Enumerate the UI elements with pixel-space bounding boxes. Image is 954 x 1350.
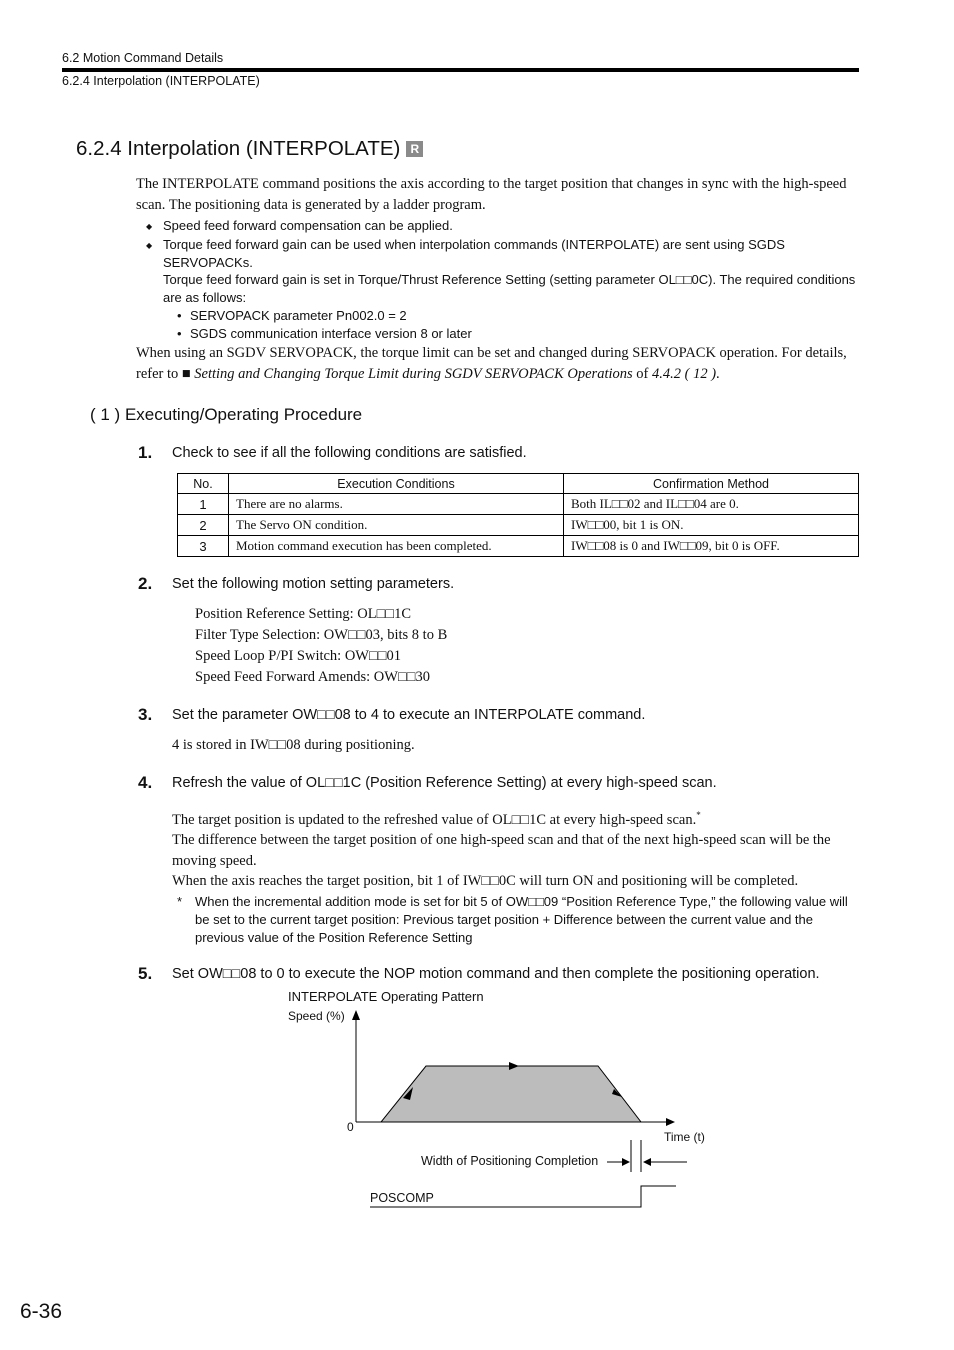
r-badge-icon: R [406, 141, 423, 157]
bullet-icon: ◆ [146, 222, 153, 231]
ref-of: of [632, 365, 652, 382]
bullet-1: Speed feed forward compensation can be applied. [163, 218, 453, 233]
left-arrow-icon [643, 1158, 651, 1166]
y-axis-arrow-icon [352, 1010, 360, 1020]
header-subsection: 6.2.4 Interpolation (INTERPOLATE) [62, 74, 260, 88]
position-area [381, 1066, 641, 1122]
bullet-2-detail: Torque feed forward gain is set in Torque/Thrust Reference Setting (setting parameter OL□□0C). The required conditions are as follows: [163, 272, 856, 305]
diagram-title: INTERPOLATE Operating Pattern [288, 989, 484, 1004]
step-5-number: 5. [138, 964, 153, 983]
header-no: No. [178, 474, 229, 494]
param-item: Speed Loop P/PI Switch: OW□□01 [195, 648, 402, 664]
header-confirmation: Confirmation Method [564, 474, 859, 494]
ref-number: 4.4.2 ( 12 ) [652, 365, 717, 382]
step-5-text: Set OW□□08 to 0 to execute the NOP motion command and then complete the positioning operation. [172, 966, 820, 982]
ref-title: Setting and Changing Torque Limit during SGDV SERVOPACK Operations [194, 365, 633, 382]
procedure-heading: ( 1 ) Executing/Operating Procedure [90, 405, 363, 424]
step-4-note-3: When the axis reaches the target position, bit 1 of IW□□0C will turn ON and positioning will be completed. [172, 873, 799, 890]
row-confirmation: IW□□00, bit 1 is ON. [564, 515, 859, 536]
step-2-number: 2. [138, 574, 153, 593]
header-section: 6.2 Motion Command Details [62, 51, 224, 65]
step-1-number: 1. [138, 443, 153, 462]
intro-paragraph: The INTERPOLATE command positions the axis according to the target position that changes in sync with the high-speed scan. The positioning data is generated by a ladder program. [136, 176, 847, 213]
ref-end: . [716, 365, 720, 382]
y-axis-label: Speed (%) [288, 1009, 345, 1023]
sgdv-note-text: When using an SGDV SERVOPACK, the torque limit can be set and changed during SERVOPACK operation. For details, refer to [136, 345, 847, 382]
bullet-icon: ◆ [146, 241, 153, 250]
footnote-mark: * [177, 894, 183, 909]
sub-bullet-dot: • [177, 308, 182, 323]
title-text: 6.2.4 Interpolation (INTERPOLATE) [76, 137, 401, 160]
sub-bullet-2: SGDS communication interface version 8 or later [190, 326, 472, 341]
page-number: 6-36 [20, 1300, 63, 1323]
step-2-text: Set the following motion setting parameters. [172, 576, 455, 592]
step-3-text: Set the parameter OW□□08 to 4 to execute an INTERPOLATE command. [172, 707, 646, 723]
step-4-text: Refresh the value of OL□□1C (Position Reference Setting) at every high-speed scan. [172, 775, 717, 791]
origin-label: 0 [347, 1120, 354, 1134]
param-item: Filter Type Selection: OW□□03, bits 8 to B [195, 627, 448, 643]
sub-bullet-dot: • [177, 326, 182, 341]
x-axis-arrow-icon [666, 1118, 675, 1126]
sub-bullet-1: SERVOPACK parameter Pn002.0 = 2 [190, 308, 407, 323]
step-4-note-2: The difference between the target position of one high-speed scan and that of the next high-speed scan will be the moving speed. [172, 832, 831, 869]
footnote-text: When the incremental addition mode is set for bit 5 of OW□□09 “Position Reference Type,” the following value will be set to the current target position: Previous target position + Difference between the current value and the previous value of the Position Reference Setting [195, 894, 848, 945]
right-arrow-icon [622, 1158, 630, 1166]
step-3-number: 3. [138, 705, 153, 724]
param-item: Speed Feed Forward Amends: OW□□30 [195, 669, 430, 685]
param-item: Position Reference Setting: OL□□1C [195, 606, 412, 622]
step-3-note: 4 is stored in IW□□08 during positioning. [172, 737, 415, 753]
row-condition: The Servo ON condition. [229, 515, 564, 536]
row-condition: There are no alarms. [229, 494, 564, 515]
row-confirmation: Both IL□□02 and IL□□04 are 0. [564, 494, 859, 515]
width-label: Width of Positioning Completion [421, 1154, 599, 1168]
x-axis-label: Time (t) [664, 1130, 705, 1144]
square-icon: ■ [181, 365, 191, 382]
poscomp-signal [370, 1186, 676, 1207]
bullet-2: Torque feed forward gain can be used when interpolation commands (INTERPOLATE) are sent using SGDS SERVOPACKs. [163, 237, 785, 270]
row-no: 2 [178, 515, 229, 536]
step-4-number: 4. [138, 773, 153, 792]
poscomp-label: POSCOMP [370, 1191, 434, 1205]
header-conditions: Execution Conditions [229, 474, 564, 494]
step-4-note-1: The target position is updated to the refreshed value of OL□□1C at every high-speed scan.* [172, 810, 701, 828]
row-confirmation: IW□□08 is 0 and IW□□09, bit 0 is OFF. [564, 536, 859, 557]
step-1-text: Check to see if all the following conditions are satisfied. [172, 445, 527, 461]
row-no: 3 [178, 536, 229, 557]
row-condition: Motion command execution has been completed. [229, 536, 564, 557]
row-no: 1 [178, 494, 229, 515]
